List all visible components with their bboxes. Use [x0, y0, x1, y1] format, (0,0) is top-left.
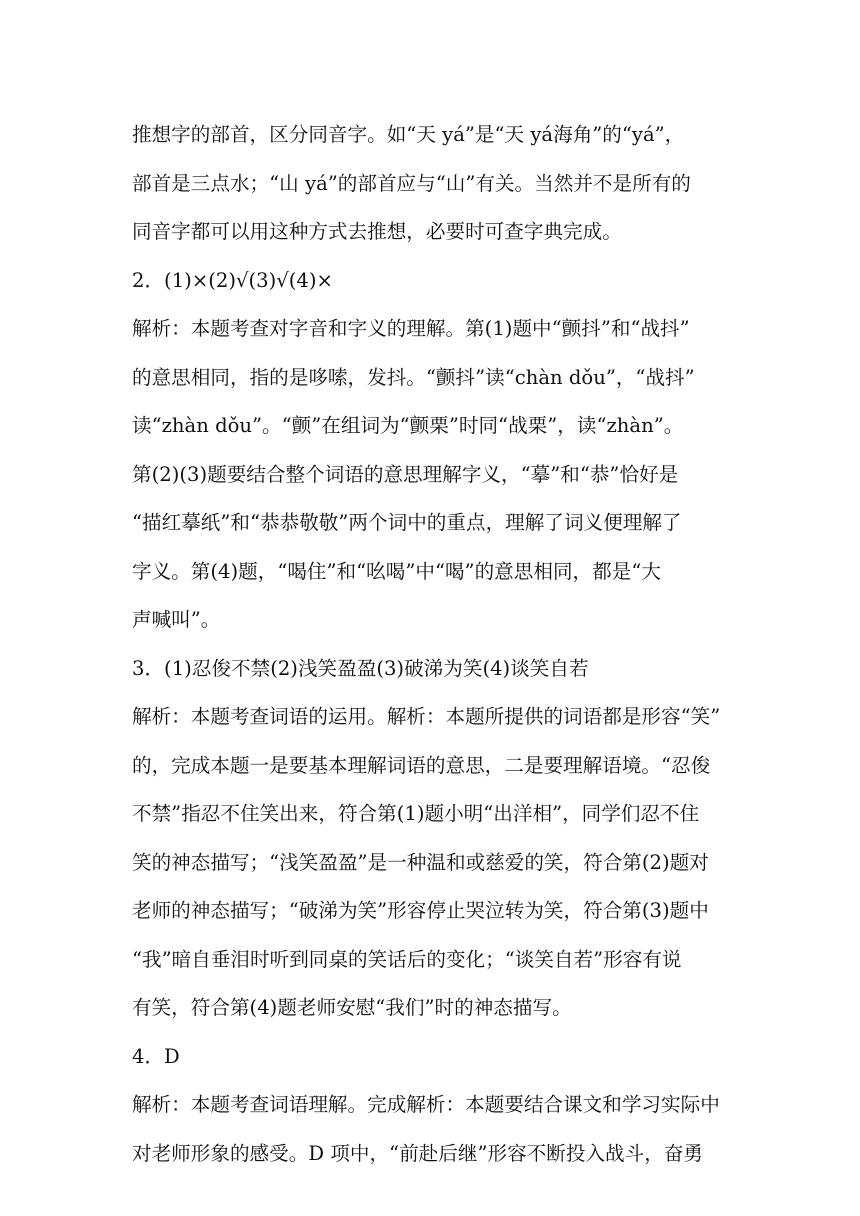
text-line: 笑的神态描写；“浅笑盈盈”是一种温和或慈爱的笑，符合第(2)题对	[132, 850, 709, 874]
text-line: 不禁”指忍不住笑出来，符合第(1)题小明“出洋相”，同学们忍不住	[132, 802, 700, 825]
document-page	[132, 111, 742, 1178]
text-line: 字义。第(4)题，“喝住”和“吆喝”中“喝”的意思相同，都是“大	[132, 559, 661, 583]
text-line: 的意思相同，指的是哆嗦，发抖。“颤抖”读“chàn dǒu”，“战抖”	[132, 365, 695, 389]
text-line: 推想字的部首，区分同音字。如“天 yá”是“天 yá海角”的“yá”，	[132, 123, 685, 146]
text-line: 有笑，符合第(4)题老师安慰“我们”时的神态描写。	[132, 996, 572, 1019]
text-line: 读“zhàn dǒu”。“颤”在组词为“颤栗”时同“战栗”，读“zhàn”。	[132, 414, 684, 437]
text-line: 同音字都可以用这种方式去推想，必要时可查字典完成。	[132, 220, 622, 243]
text-line: “描红摹纸”和“恭恭敬敬”两个词中的重点，理解了词义便理解了	[132, 511, 682, 534]
text-line: 解析：本题考查对字音和字义的理解。第(1)题中“颤抖”和“战抖”	[132, 317, 690, 340]
text-line: 对老师形象的感受。D 项中，“前赴后继”形容不断投入战斗，奋勇	[132, 1141, 704, 1165]
text-line: 第(2)(3)题要结合整个词语的意思理解字义，“摹”和“恭”恰好是	[132, 462, 679, 486]
text-line: 部首是三点水；“山 yá”的部首应与“山”有关。当然并不是所有的	[132, 171, 691, 195]
text-line: 声喊叫”。	[132, 608, 221, 631]
answer-2-line: 2．(1)×(2)√(3)√(4)×	[132, 268, 333, 292]
answer-3-line: 3．(1)忍俊不禁(2)浅笑盈盈(3)破涕为笑(4)谈笑自若	[132, 656, 589, 680]
text-line: 解析：本题考查词语的运用。解析：本题所提供的词语都是形容“笑”	[132, 705, 721, 728]
text-line: 的，完成本题一是要基本理解词语的意思，二是要理解语境。“忍俊	[132, 753, 711, 777]
text-line: 老师的神态描写；“破涕为笑”形容停止哭泣转为笑，符合第(3)题中	[132, 899, 709, 922]
text-line: 解析：本题考查词语理解。完成解析：本题要结合课文和学习实际中	[132, 1093, 720, 1116]
text-line: “我”暗自垂泪时听到同桌的笑话后的变化；“谈笑自若”形容有说	[132, 947, 682, 971]
answer-4-line: 4．D	[132, 1044, 180, 1068]
